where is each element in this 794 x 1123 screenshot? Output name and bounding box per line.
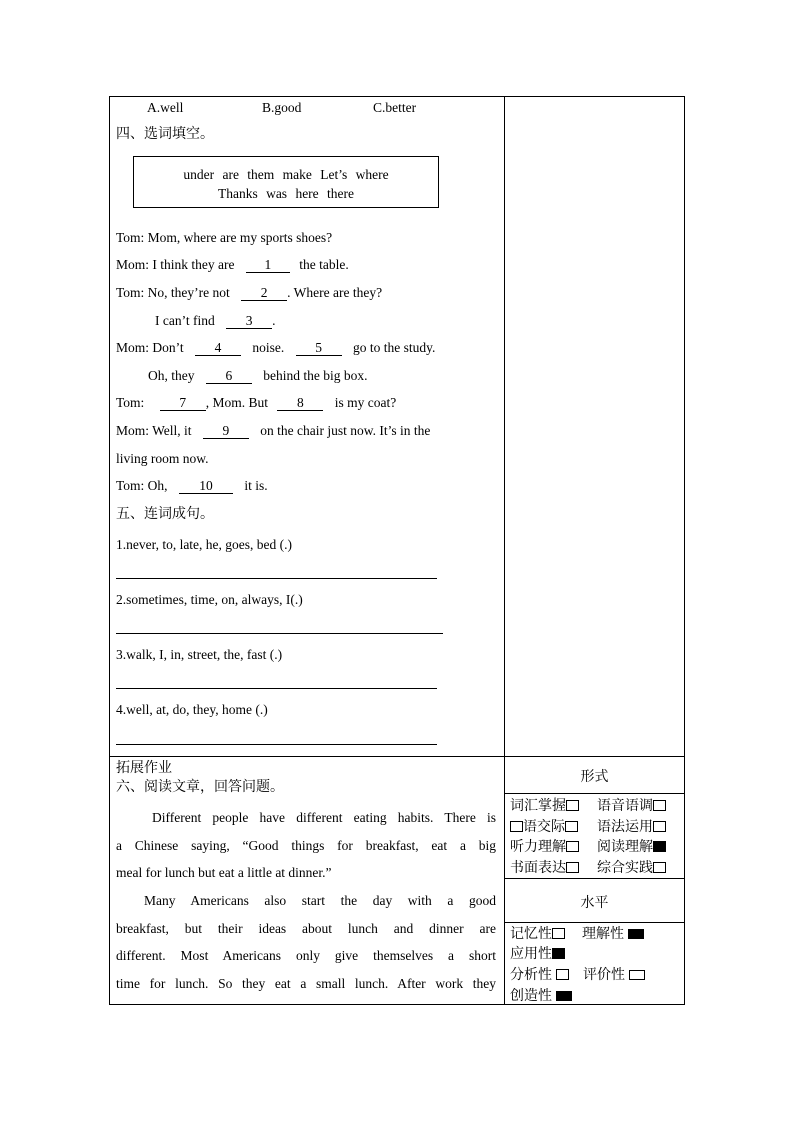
checkbox-icon[interactable]: [653, 862, 666, 873]
checkbox-checked-icon[interactable]: [628, 929, 644, 939]
sentence-item-2: 2.sometimes, time, on, always, I(.): [116, 592, 303, 607]
dialogue-text: on the chair just now. It’s in the: [260, 423, 431, 438]
table-border-right: [684, 96, 685, 1005]
dialogue-line-8: [116, 423, 430, 439]
blank-10: 10: [179, 479, 233, 494]
section4-title: 四、选词填空。: [116, 126, 214, 142]
option-b: B.good: [262, 100, 302, 115]
form-item-practice[interactable]: [597, 859, 666, 877]
checkbox-icon[interactable]: [629, 970, 645, 980]
dialogue-text: is my coat?: [334, 395, 397, 410]
paragraph-line: meal for lunch but eat a little at dinner.”: [116, 865, 332, 880]
table-border-bottom: [109, 1004, 685, 1005]
level-panel-header: 水平: [580, 895, 609, 911]
blank-1: 1: [246, 258, 290, 273]
form-item-label: 语音语调: [597, 798, 653, 814]
dialogue-line-7: [116, 395, 396, 411]
level-item-understanding[interactable]: [582, 925, 644, 943]
section6-title: 六、阅读文章，回答问题。: [116, 779, 284, 795]
dialogue-line-9: living room now.: [116, 451, 209, 466]
dialogue-text: I can’t find: [155, 313, 215, 328]
form-item-listening[interactable]: [510, 838, 579, 856]
dialogue-text: it is.: [244, 478, 268, 493]
level-item-label: 评价性: [583, 967, 625, 983]
form-item-vocabulary[interactable]: [510, 797, 579, 815]
form-item-communication[interactable]: [510, 818, 578, 836]
form-item-label: 词汇掌握: [510, 798, 566, 814]
paragraph-line: different. Most Americans only give themselves a short: [116, 948, 496, 963]
panel-divider-level-header: [504, 922, 685, 923]
blank-7: 7: [160, 396, 206, 411]
form-panel-header: 形式: [580, 769, 609, 785]
form-item-label: 书面表达: [510, 860, 566, 876]
form-item-label: 语交际: [523, 819, 565, 835]
paragraph-line: breakfast, but their ideas about lunch and dinner are: [116, 920, 496, 936]
section5-title: 五、连词成句。: [116, 506, 214, 522]
level-item-memory[interactable]: [510, 925, 565, 943]
checkbox-icon[interactable]: [566, 841, 579, 852]
word-box-row1: under are them make Let’s where: [183, 167, 389, 182]
answer-line-3[interactable]: [116, 688, 437, 689]
checkbox-icon[interactable]: [566, 800, 579, 811]
level-item-analysis[interactable]: [510, 966, 569, 984]
dialogue-text: noise.: [252, 340, 285, 355]
paragraph-line: Many Americans also start the day with a good: [144, 893, 496, 908]
table-column-divider: [504, 96, 505, 1005]
level-item-label: 分析性: [510, 967, 552, 983]
answer-line-2[interactable]: [116, 633, 443, 634]
dialogue-line-4: [155, 313, 275, 329]
blank-2: 2: [241, 286, 287, 301]
sentence-item-1: 1.never, to, late, he, goes, bed (.): [116, 537, 293, 552]
dialogue-line-5: [116, 340, 435, 356]
dialogue-line-10: [116, 478, 268, 494]
dialogue-text: . Where are they?: [287, 285, 383, 300]
checkbox-icon[interactable]: [510, 821, 523, 832]
dialogue-text: Tom:: [116, 395, 145, 410]
level-item-application[interactable]: [510, 945, 565, 963]
checkbox-checked-icon[interactable]: [653, 841, 666, 852]
dialogue-line-2: [116, 257, 349, 273]
form-item-writing[interactable]: [510, 859, 579, 877]
dialogue-text: Mom: Well, it: [116, 423, 192, 438]
form-item-pronunciation[interactable]: [597, 797, 666, 815]
dialogue-text: behind the big box.: [263, 368, 368, 383]
checkbox-checked-icon[interactable]: [556, 991, 572, 1001]
level-item-label: 应用性: [510, 946, 552, 962]
dialogue-text: Tom: No, they’re not: [116, 285, 230, 300]
dialogue-text: Mom: Don’t: [116, 340, 184, 355]
checkbox-icon[interactable]: [556, 969, 569, 980]
checkbox-icon[interactable]: [566, 862, 579, 873]
dialogue-line-1: Tom: Mom, where are my sports shoes?: [116, 230, 333, 245]
checkbox-icon[interactable]: [653, 821, 666, 832]
dialogue-text: go to the study.: [353, 340, 436, 355]
dialogue-text: the table.: [299, 257, 349, 272]
checkbox-checked-icon[interactable]: [552, 948, 565, 959]
level-item-creativity[interactable]: [510, 987, 572, 1005]
word-box: [133, 156, 439, 208]
level-item-label: 创造性: [510, 988, 552, 1004]
blank-4: 4: [195, 341, 241, 356]
panel-divider-form-header: [504, 793, 685, 794]
dialogue-text: Tom: Oh,: [116, 478, 168, 493]
form-item-reading[interactable]: [597, 838, 666, 856]
blank-8: 8: [277, 396, 323, 411]
paragraph-line: Different people have different eating habits. There is: [152, 810, 496, 825]
dialogue-line-6: [148, 368, 368, 384]
checkbox-icon[interactable]: [653, 800, 666, 811]
level-item-evaluation[interactable]: [583, 966, 645, 984]
blank-9: 9: [203, 424, 249, 439]
sentence-item-3: 3.walk, I, in, street, the, fast (.): [116, 647, 283, 662]
extension-label: 拓展作业: [116, 760, 172, 776]
level-item-label: 理解性: [582, 926, 624, 942]
level-item-label: 记忆性: [510, 926, 552, 942]
paragraph-line: a Chinese saying, “Good things for breakfast, eat a big: [116, 837, 496, 853]
option-c: C.better: [373, 100, 417, 115]
blank-5: 5: [296, 341, 342, 356]
panel-divider-level-start: [504, 878, 685, 879]
blank-6: 6: [206, 369, 252, 384]
dialogue-line-3: [116, 285, 382, 301]
word-box-row2: Thanks was here there: [217, 186, 355, 201]
answer-line-1[interactable]: [116, 578, 437, 579]
paragraph-line: time for lunch. So they eat a small lunch. After work they: [116, 975, 496, 991]
reading-paragraph-2: [116, 887, 496, 997]
dialogue-text: Oh, they: [148, 368, 195, 383]
dialogue-text: , Mom. But: [205, 395, 268, 410]
form-item-label: 语法运用: [597, 819, 653, 835]
form-item-grammar[interactable]: [597, 818, 666, 836]
blank-3: 3: [226, 314, 272, 329]
dialogue-text: .: [272, 313, 276, 328]
form-item-label: 综合实践: [597, 860, 653, 876]
checkbox-icon[interactable]: [565, 821, 578, 832]
form-item-label: 听力理解: [510, 839, 566, 855]
sentence-item-4: 4.well, at, do, they, home (.): [116, 702, 268, 717]
checkbox-icon[interactable]: [552, 928, 565, 939]
form-item-label: 阅读理解: [597, 839, 653, 855]
table-border-left: [109, 96, 110, 1005]
table-row-divider: [109, 756, 685, 757]
reading-paragraph-1: [116, 804, 496, 887]
table-border-top: [109, 96, 685, 97]
option-a: A.well: [147, 100, 184, 115]
answer-line-4[interactable]: [116, 744, 437, 745]
dialogue-text: Mom: I think they are: [116, 257, 235, 272]
